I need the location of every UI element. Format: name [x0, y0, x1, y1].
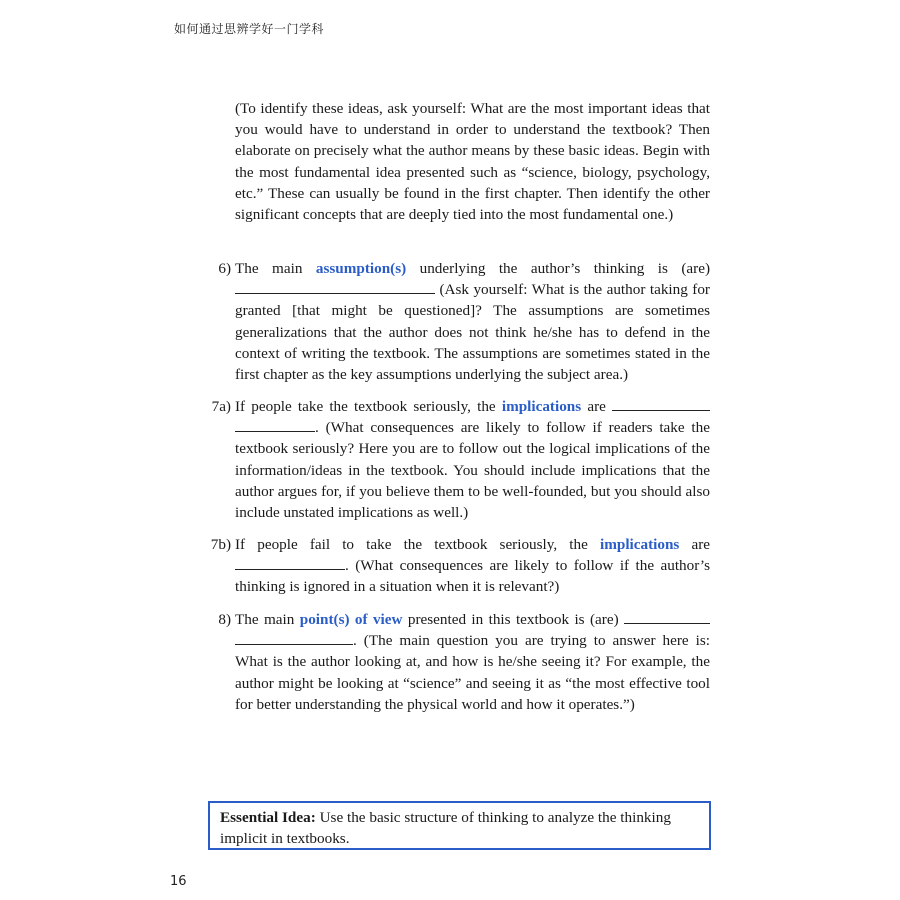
- answer-blank: [624, 609, 710, 624]
- item-explanation: . (What consequences are likely to follow if readers take the textbook seriously? Here you are to follow out the logical implications of the information/ideas in the textbook. You should include implications that the author argues for, if you believe them to be well-founded, but you should also include unstated implications as well.): [235, 419, 710, 522]
- answer-blank: [235, 555, 345, 570]
- keyword-implications: implications: [501, 398, 582, 415]
- item-body: [235, 534, 710, 598]
- keyword-implications: implications: [600, 536, 680, 553]
- item-number: 7a): [211, 398, 231, 415]
- list-item-7b: [195, 534, 710, 598]
- essential-idea-box: [208, 801, 711, 850]
- list-item-6: [195, 258, 710, 385]
- item-lead-text: If people fail to take the textbook seriously, the: [235, 536, 588, 553]
- item-lead-text: The main: [235, 260, 303, 277]
- answer-blank: [612, 396, 710, 411]
- list-item-8: [195, 609, 710, 715]
- item-lead-text: The main: [235, 611, 295, 628]
- item-number: 6): [218, 260, 231, 277]
- item-lead-text: underlying the author’s thinking is (are): [419, 260, 711, 277]
- item-explanation: (Ask yourself: What is the author taking for granted [that might be questioned]? The assumptions are sometimes generalizations that the author does not think he/she has to defend in the context of writing the textbook. The assumptions are sometimes stated in the first chapter as the key assumptions underlying the subject area.): [235, 281, 710, 384]
- item-lead-text: are: [691, 536, 711, 553]
- answer-blank: [235, 279, 435, 294]
- item-explanation: . (The main question you are trying to answer here is: What is the author looking at, and how is he/she seeing it? For example, the author might be looking at “science” and seeing it as “the most effective tool for better understanding the physical world and how it operates.”): [235, 632, 710, 713]
- item-body: [235, 396, 710, 523]
- essential-idea-label: Essential Idea:: [220, 809, 316, 826]
- answer-blank-continued: [235, 417, 315, 432]
- item-number: 8): [218, 611, 231, 628]
- item-body: [235, 609, 710, 715]
- keyword-assumptions: assumption(s): [315, 260, 407, 277]
- page-number: 16: [170, 874, 187, 889]
- item-lead-text: If people take the textbook seriously, the: [235, 398, 496, 415]
- running-head: 如何通过思辨学好一门学科: [174, 22, 325, 36]
- list-item-7a: [195, 396, 710, 523]
- item-body: [235, 258, 710, 385]
- item-lead-text: presented in this textbook is (are): [407, 611, 619, 628]
- keyword-points-of-view: point(s) of view: [299, 611, 403, 628]
- item-explanation: . (What consequences are likely to follow if the author’s thinking is ignored in a situation when it is relevant?): [235, 557, 710, 596]
- item-number: 7b): [210, 536, 231, 553]
- essential-idea-text: Use the basic structure of thinking to analyze the thinking implicit in textbooks.: [220, 809, 671, 847]
- answer-blank-continued: [235, 630, 353, 645]
- intro-paragraph: (To identify these ideas, ask yourself: What are the most important ideas that you would have to understand in order to understand the textbook? Then elaborate on precisely what the author means by these basic ideas. Begin with the most fundamental idea presented such as “science, biology, psychology, etc.” These can usually be found in the first chapter. Then identify the other significant concepts that are deeply tied into the most fundamental one.): [235, 100, 710, 224]
- item-lead-text: are: [587, 398, 606, 415]
